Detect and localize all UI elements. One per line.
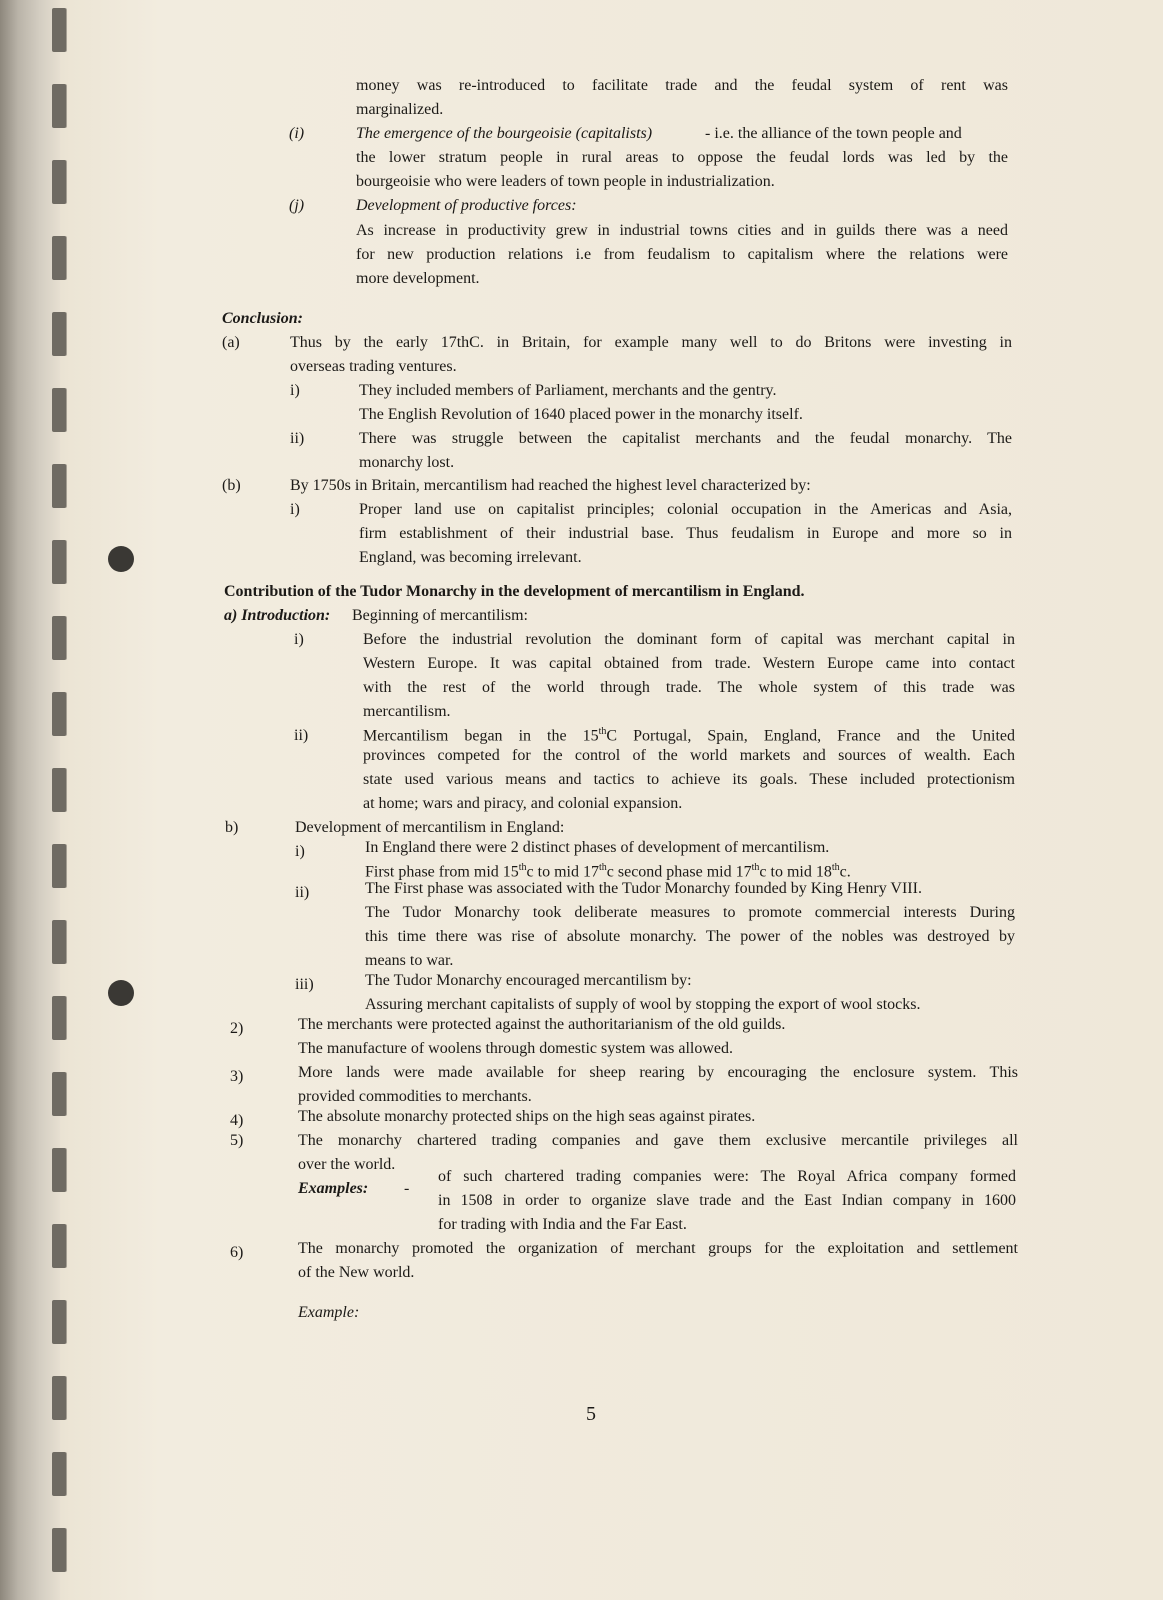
text-line-i-2: the lower stratum people in rural areas to oppose the feudal lords was led by the xyxy=(356,149,1008,166)
text-line-j-title: Development of productive forces: xyxy=(356,197,577,214)
text-line-ex-label: Examples: xyxy=(298,1180,369,1197)
text-line-ca-ii1: There was struggle between the capitalist merchants and the feudal monarchy. The xyxy=(359,430,1012,447)
text-line-ca-2: overseas trading ventures. xyxy=(290,358,457,375)
text-line-cb-i: i) xyxy=(290,501,300,518)
binding-tooth xyxy=(52,540,66,584)
text-line-n4: 4) xyxy=(230,1112,244,1129)
text-line-ca-i1: They included members of Parliament, merchants and the gentry. xyxy=(359,382,777,399)
text-line-in-i2: Western Europe. It was capital obtained from trade. Western Europe came into contact xyxy=(363,655,1015,672)
text-line-ca-i: i) xyxy=(290,382,300,399)
binding-tooth xyxy=(52,1072,66,1116)
binding-tooth xyxy=(52,160,66,204)
binding-tooth xyxy=(52,84,66,128)
text-line-i-1-it: The emergence of the bourgeoisie (capitalists) xyxy=(356,125,653,142)
text-line-n2-1: The merchants were protected against the authoritarianism of the old guilds. xyxy=(298,1016,786,1033)
binding-tooth xyxy=(52,1224,66,1268)
text-line-ca-i2: The English Revolution of 1640 placed power in the monarchy itself. xyxy=(359,406,803,423)
binding-tooth xyxy=(52,920,66,964)
text-line-db-i2: First phase from mid 15thc to mid 17thc second phase mid 17thc to mid 18thc. xyxy=(365,862,851,881)
text-line-db-ii1: The First phase was associated with the Tudor Monarchy founded by King Henry VIII. xyxy=(365,880,922,897)
text-line-ex-1: of such chartered trading companies were: The Royal Africa company formed xyxy=(438,1168,1016,1185)
text-line-a2: marginalized. xyxy=(356,101,444,118)
binding-tooth xyxy=(52,768,66,812)
text-line-j-1: As increase in productivity grew in industrial towns cities and in guilds there was a need xyxy=(356,222,1008,239)
text-line-in-ii1: Mercantilism began in the 15thC Portugal, Spain, England, France and the United xyxy=(363,726,1015,745)
text-line-cb-i3: England, was becoming irrelevant. xyxy=(359,549,582,566)
text-line-in-i4: mercantilism. xyxy=(363,703,451,720)
binding-tooth xyxy=(52,8,66,52)
text-line-db-1: Development of mercantilism in England: xyxy=(295,819,565,836)
binding-tooth xyxy=(52,1300,66,1344)
binding-tooth xyxy=(52,616,66,660)
text-line-i-label: (i) xyxy=(289,125,305,142)
text-line-ca-label: (a) xyxy=(222,334,240,351)
text-line-ex-2: in 1508 in order to organize slave trade and the East Indian company in 1600 xyxy=(438,1192,1016,1209)
binding-tooth xyxy=(52,1528,66,1572)
text-line-n5-1: The monarchy chartered trading companies and gave them exclusive mercantile privileges all xyxy=(298,1132,1018,1149)
text-line-ca-1: Thus by the early 17thC. in Britain, for example many well to do Britons were investing in xyxy=(290,334,1012,351)
text-line-ca-ii: ii) xyxy=(290,430,305,447)
punch-hole xyxy=(108,546,134,572)
text-line-in-ii2: provinces competed for the control of the world markets and sources of wealth. Each xyxy=(363,747,1015,764)
text-line-ca-ii2: monarchy lost. xyxy=(359,454,455,471)
text-line-in-i3: with the rest of the world through trade. The whole system of this trade was xyxy=(363,679,1015,696)
text-line-db-label: b) xyxy=(225,819,239,836)
binding-tooth xyxy=(52,844,66,888)
page-number: 5 xyxy=(586,1403,596,1425)
text-line-j-2: for new production relations i.e from feudalism to capitalism where the relations were xyxy=(356,246,1008,263)
text-line-concl: Conclusion: xyxy=(222,310,303,327)
binding-tooth xyxy=(52,388,66,432)
binding-tooth xyxy=(52,312,66,356)
text-line-db-i1: In England there were 2 distinct phases of development of mercantilism. xyxy=(365,839,830,856)
text-line-n3-2: provided commodities to merchants. xyxy=(298,1088,532,1105)
text-line-intro-it: a) Introduction: xyxy=(224,607,331,624)
text-line-n3: 3) xyxy=(230,1068,244,1085)
text-line-a1: money was re-introduced to facilitate trade and the feudal system of rent was xyxy=(356,77,1008,94)
spiral-binding xyxy=(0,0,60,1600)
text-line-ex-dash: - xyxy=(404,1180,410,1197)
text-line-n6-1: The monarchy promoted the organization of merchant groups for the exploitation and settlement xyxy=(298,1240,1018,1257)
text-line-in-ii3: state used various means and tactics to achieve its goals. These included protectionism xyxy=(363,771,1015,788)
binding-tooth xyxy=(52,1452,66,1496)
binding-tooth xyxy=(52,464,66,508)
binding-tooth xyxy=(52,996,66,1040)
binding-tooth xyxy=(52,1148,66,1192)
binding-tooth xyxy=(52,236,66,280)
text-line-ex-3: for trading with India and the Far East. xyxy=(438,1216,687,1233)
text-line-db-iii1: The Tudor Monarchy encouraged mercantilism by: xyxy=(365,972,692,989)
text-line-n2: 2) xyxy=(230,1020,244,1037)
text-line-j-label: (j) xyxy=(289,197,305,214)
text-line-n6-2: of the New world. xyxy=(298,1264,415,1281)
text-line-i-3: bourgeoisie who were leaders of town people in industrialization. xyxy=(356,173,775,190)
text-line-cb-label: (b) xyxy=(222,477,241,494)
text-line-i-1-rest: - i.e. the alliance of the town people and xyxy=(705,125,962,142)
punch-hole xyxy=(108,980,134,1006)
text-line-db-iii: iii) xyxy=(295,976,314,993)
text-line-in-i: i) xyxy=(294,631,304,648)
text-line-db-ii: ii) xyxy=(295,884,310,901)
text-line-in-ii: ii) xyxy=(294,727,309,744)
text-line-db-ii2: The Tudor Monarchy took deliberate measures to promote commercial interests During xyxy=(365,904,1015,921)
text-line-cb-i1: Proper land use on capitalist principles; colonial occupation in the Americas and Asia, xyxy=(359,501,1012,518)
text-line-db-i: i) xyxy=(295,843,305,860)
text-line-heading: Contribution of the Tudor Monarchy in the development of mercantilism in England. xyxy=(224,583,805,600)
text-line-n5-2: over the world. xyxy=(298,1156,396,1173)
text-line-cb-1: By 1750s in Britain, mercantilism had reached the highest level characterized by: xyxy=(290,477,811,494)
binding-tooth xyxy=(52,692,66,736)
text-line-db-ii3: this time there was rise of absolute monarchy. The power of the nobles was destroyed by xyxy=(365,928,1015,945)
text-line-n5: 5) xyxy=(230,1132,244,1149)
text-line-n4-1: The absolute monarchy protected ships on the high seas against pirates. xyxy=(298,1108,756,1125)
text-line-n6: 6) xyxy=(230,1244,244,1261)
text-line-cb-i2: firm establishment of their industrial base. Thus feudalism in Europe and more so in xyxy=(359,525,1012,542)
text-line-example: Example: xyxy=(298,1304,360,1321)
text-line-in-ii4: at home; wars and piracy, and colonial expansion. xyxy=(363,795,683,812)
text-line-n2-2: The manufacture of woolens through domestic system was allowed. xyxy=(298,1040,733,1057)
text-line-in-i1: Before the industrial revolution the dominant form of capital was merchant capital in xyxy=(363,631,1015,648)
binding-tooth xyxy=(52,1376,66,1420)
text-line-intro-rest: Beginning of mercantilism: xyxy=(352,607,528,624)
text-line-n3-1: More lands were made available for sheep rearing by encouraging the enclosure system. This xyxy=(298,1064,1018,1081)
text-line-db-ii4: means to war. xyxy=(365,952,454,969)
text-line-j-3: more development. xyxy=(356,270,480,287)
text-line-db-iii2: Assuring merchant capitalists of supply of wool by stopping the export of wool stocks. xyxy=(365,996,921,1013)
